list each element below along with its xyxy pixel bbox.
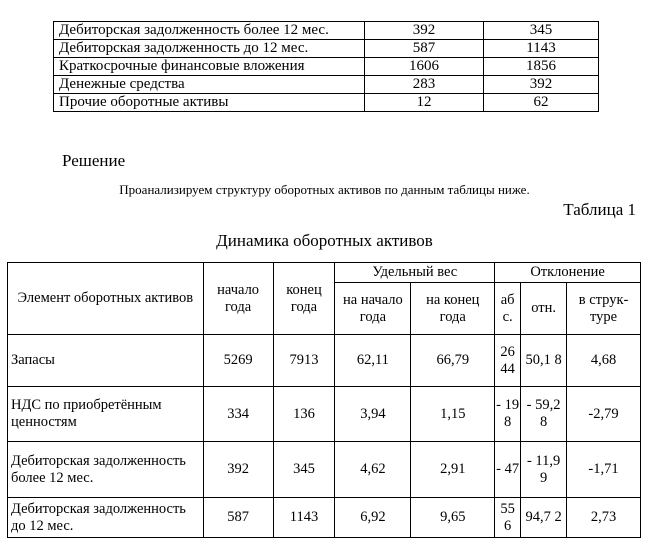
- value-end: 1143: [273, 498, 335, 538]
- deviation-abs: - 19 8: [495, 387, 521, 442]
- deviation-struct: 2,73: [567, 498, 641, 538]
- row-name: НДС по приобретённым ценностям: [8, 387, 204, 442]
- start-value: 587: [365, 40, 484, 58]
- start-value: 1606: [365, 58, 484, 76]
- value-end: 136: [273, 387, 335, 442]
- deviation-rel: - 11,9 9: [521, 442, 567, 498]
- value-start: 587: [203, 498, 273, 538]
- table-row: [54, 22, 599, 40]
- row-label: Краткосрочные финансовые вложения: [54, 58, 365, 76]
- deviation-struct: -1,71: [567, 442, 641, 498]
- header-share-group: Удельный вес: [335, 263, 495, 283]
- value-start: 5269: [203, 335, 273, 387]
- value-end: 7913: [273, 335, 335, 387]
- share-end: 66,79: [411, 335, 495, 387]
- table-row: [54, 76, 599, 94]
- solution-heading: Решение: [62, 151, 126, 170]
- start-value: 392: [365, 22, 484, 40]
- value-end: 345: [273, 442, 335, 498]
- row-name: Дебиторская задолженность более 12 мес.: [8, 442, 204, 498]
- dynamics-table: [7, 262, 641, 538]
- share-end: 2,91: [411, 442, 495, 498]
- header-share-end: на конец года: [411, 283, 495, 335]
- value-start: 392: [203, 442, 273, 498]
- intro-paragraph: Проанализируем структуру оборотных активов по данным таблицы ниже.: [119, 182, 530, 197]
- header-end: конец года: [273, 263, 335, 335]
- end-value: 1856: [484, 58, 599, 76]
- row-label: Дебиторская задолженность до 12 мес.: [54, 40, 365, 58]
- row-label: Дебиторская задолженность более 12 мес.: [54, 22, 365, 40]
- header-start: начало года: [203, 263, 273, 335]
- deviation-rel: 94,7 2: [521, 498, 567, 538]
- share-start: 62,11: [335, 335, 411, 387]
- deviation-struct: -2,79: [567, 387, 641, 442]
- header-dev-rel: отн.: [521, 283, 567, 335]
- row-label: Денежные средства: [54, 76, 365, 94]
- table-row: [8, 498, 641, 538]
- table-row: [54, 94, 599, 112]
- end-value: 62: [484, 94, 599, 112]
- header-share-start: на начало года: [335, 283, 411, 335]
- table-caption: Динамика оборотных активов: [216, 231, 433, 250]
- row-name: Запасы: [8, 335, 204, 387]
- header-deviation-group: Отклонение: [495, 263, 641, 283]
- header-element: Элемент оборотных активов: [8, 263, 204, 335]
- table-row: [54, 40, 599, 58]
- share-end: 1,15: [411, 387, 495, 442]
- row-label: Прочие оборотные активы: [54, 94, 365, 112]
- header-dev-abs: аб с.: [495, 283, 521, 335]
- start-value: 283: [365, 76, 484, 94]
- source-data-table: [53, 21, 599, 112]
- deviation-abs: 26 44: [495, 335, 521, 387]
- deviation-abs: - 47: [495, 442, 521, 498]
- share-start: 4,62: [335, 442, 411, 498]
- start-value: 12: [365, 94, 484, 112]
- table-row: [54, 58, 599, 76]
- header-dev-struct: в струк- туре: [567, 283, 641, 335]
- end-value: 392: [484, 76, 599, 94]
- table-row: [8, 387, 641, 442]
- share-start: 6,92: [335, 498, 411, 538]
- row-name: Дебиторская задолженность до 12 мес.: [8, 498, 204, 538]
- deviation-rel: 50,1 8: [521, 335, 567, 387]
- end-value: 345: [484, 22, 599, 40]
- value-start: 334: [203, 387, 273, 442]
- deviation-abs: 55 6: [495, 498, 521, 538]
- header-row: [8, 263, 641, 283]
- table-number: Таблица 1: [563, 200, 636, 219]
- deviation-rel: - 59,2 8: [521, 387, 567, 442]
- deviation-struct: 4,68: [567, 335, 641, 387]
- share-end: 9,65: [411, 498, 495, 538]
- end-value: 1143: [484, 40, 599, 58]
- share-start: 3,94: [335, 387, 411, 442]
- table-row: [8, 335, 641, 387]
- table-row: [8, 442, 641, 498]
